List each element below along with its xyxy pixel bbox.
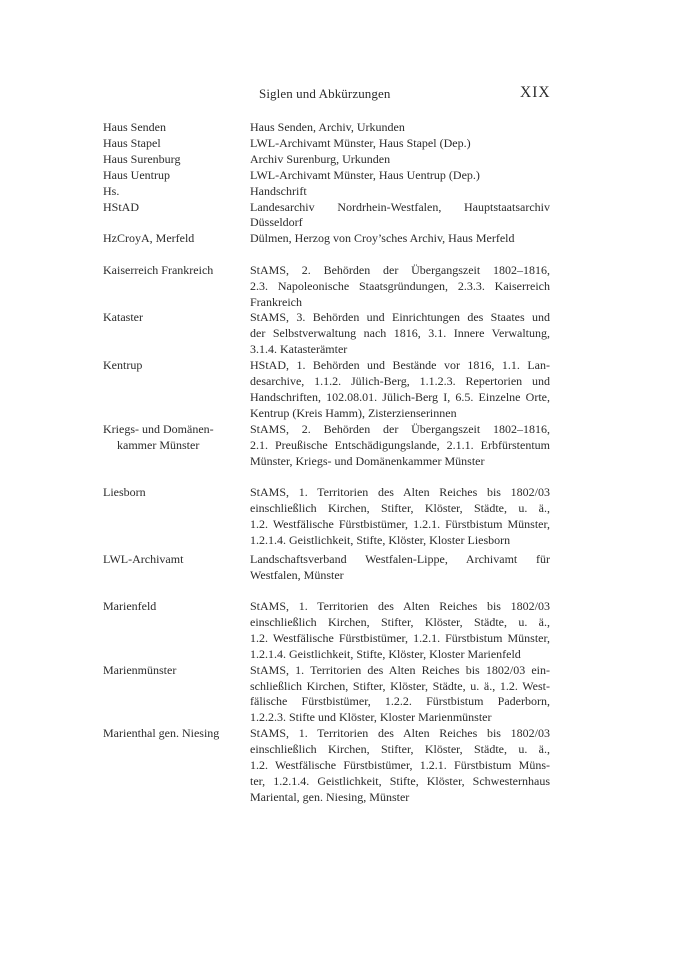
page-number: XIX — [520, 84, 551, 101]
entry-term: Hs. — [103, 183, 120, 198]
abbreviation-entry — [103, 168, 550, 184]
entry-description: LWL-Archivamt Münster, Haus Uentrup (Dep.) — [250, 167, 480, 182]
entry-description: Landesarchiv Nordrhein-Westfalen, Hauptstaatsarchiv Düsseldorf — [250, 199, 550, 230]
entry-term: Marienthal gen. Niesing — [103, 726, 220, 741]
entry-term: Liesborn — [103, 485, 146, 500]
abbreviation-entry — [103, 422, 550, 470]
entry-description: Handschrift — [250, 183, 307, 198]
entry-description: StAMS, 1. Territorien des Alten Reiches bis 1802/03 ein- schließlich Kirchen, Stifter, Klöster, Städte, u. ä., 1.2. West- fälische Fürstbistümer, 1.2.2. Fürstbistum Paderborn, 1.2.2.3. Stifte und Klöster, Kloster Marienmünster — [250, 662, 550, 725]
entry-description: StAMS, 2. Behörden der Übergangszeit 1802–1816, 2.3. Napoleonische Staatsgründungen, 2.3.3. Kaiserreich Frankreich — [250, 262, 550, 309]
entry-term: Marienfeld — [103, 598, 157, 613]
entry-term: HStAD — [103, 199, 140, 214]
entry-description: Dülmen, Herzog von Croy’sches Archiv, Haus Merfeld — [250, 231, 515, 246]
entry-term: Haus Uentrup — [103, 167, 170, 182]
abbreviation-entry — [103, 552, 550, 584]
entry-description: StAMS, 2. Behörden der Übergangszeit 1802–1816, 2.1. Preußische Entschädigungslande, 2.1.1. Erbfürstentum Münster, Kriegs- und Domänenkammer Münster — [250, 421, 550, 468]
entry-term: Kaiserreich Frankreich — [103, 262, 214, 277]
abbreviation-list — [103, 120, 550, 806]
entry-term: Kataster — [103, 310, 143, 325]
abbreviation-entry — [103, 726, 550, 806]
entry-description: Landschaftsverband Westfalen-Lippe, Archivamt für Westfalen, Münster — [250, 551, 550, 582]
abbreviation-entry — [103, 663, 550, 727]
entry-description: StAMS, 1. Territorien des Alten Reiches bis 1802/03 einschließlich Kirchen, Stifter, Klöster, Städte, u. ä., 1.2. Westfälische Fürstbistümer, 1.2.1. Fürstbistum Münster, 1.2.1.4. Geistlichkeit, Stifte, Klöster, Kloster Marienfeld — [250, 598, 550, 661]
entry-term: Marienmünster — [103, 662, 177, 677]
entry-term: Kriegs- und Domänen- kammer Münster — [103, 421, 214, 452]
entry-term: LWL-Archivamt — [103, 551, 184, 566]
entry-description: Archiv Surenburg, Urkunden — [250, 151, 391, 166]
entry-term: Haus Stapel — [103, 135, 161, 150]
entry-description: StAMS, 3. Behörden und Einrichtungen des Staates und der Selbstverwaltung nach 1816, 3.1. Innere Verwaltung, 3.1.4. Katasterämter — [250, 310, 550, 357]
entry-term: Kentrup — [103, 358, 143, 373]
abbreviation-entry — [103, 485, 550, 549]
entry-term: Haus Surenburg — [103, 151, 181, 166]
abbreviation-entry — [103, 152, 550, 168]
entry-description: StAMS, 1. Territorien des Alten Reiches bis 1802/03 einschließlich Kirchen, Stifter, Klöster, Städte, u. ä., 1.2. Westfälische Fürstbistümer, 1.2.1. Fürstbistum Münster, 1.2.1.4. Geistlichkeit, Stifte, Klöster, Kloster Liesborn — [250, 485, 550, 547]
entry-description: StAMS, 1. Territorien des Alten Reiches bis 1802/03 einschließlich Kirchen, Stifter, Klöster, Städte, u. ä., 1.2. Westfälische Fürstbistümer, 1.2.1. Fürstbistum Müns- ter, 1.2.1.4. Geistlichkeit, Stifte, Klöster, Schwesternhaus Mariental, gen. Niesing, Münster — [250, 726, 550, 804]
entry-description: HStAD, 1. Behörden und Bestände vor 1816, 1.1. Lan- desarchive, 1.1.2. Jülich-Berg, 1.1.2.3. Repertorien und Handschriften, 102.08.01. Jülich-Berg I, 6.5. Einzelne Orte, Kentrup (Kreis Hamm), Zisterzienserinnen — [250, 358, 550, 420]
abbreviation-entry — [103, 136, 550, 152]
abbreviation-entry — [103, 263, 550, 311]
entry-term: HzCroyA, Merfeld — [103, 231, 195, 246]
entry-description: LWL-Archivamt Münster, Haus Stapel (Dep.) — [250, 135, 471, 150]
abbreviation-entry — [103, 310, 550, 358]
running-header-title: Siglen und Abkürzungen — [259, 86, 391, 101]
abbreviation-entry — [103, 599, 550, 663]
entry-description: Haus Senden, Archiv, Urkunden — [250, 120, 405, 134]
abbreviation-entry — [103, 231, 550, 247]
entry-term: Haus Senden — [103, 120, 166, 134]
abbreviation-entry — [103, 184, 550, 200]
abbreviation-entry — [103, 358, 550, 422]
abbreviation-entry — [103, 120, 550, 136]
abbreviation-entry — [103, 200, 550, 232]
